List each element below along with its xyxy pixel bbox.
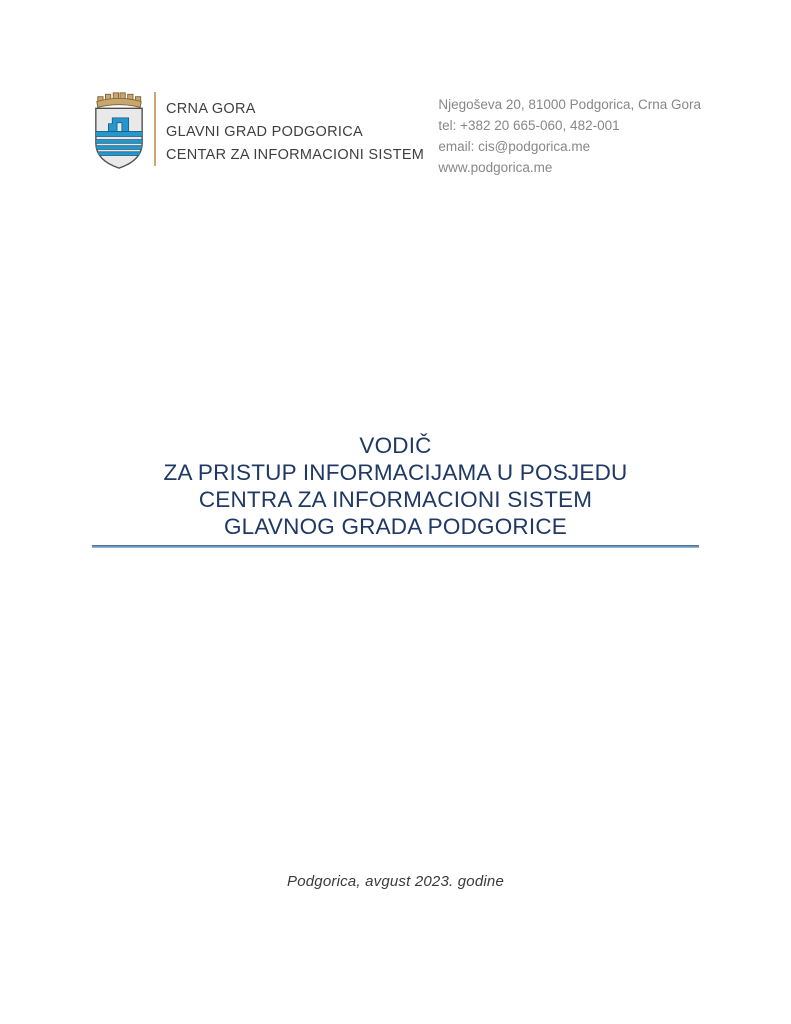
org-country: CRNA GORA bbox=[166, 101, 256, 117]
contact-phone: tel: +382 20 665-060, 482-001 bbox=[438, 118, 620, 133]
title-line-2: ZA PRISTUP INFORMACIJAMA U POSJEDU bbox=[163, 460, 628, 485]
title-line-1: VODIČ bbox=[359, 433, 432, 458]
contact-email: email: cis@podgorica.me bbox=[438, 139, 591, 154]
document-header bbox=[90, 88, 701, 178]
header-divider bbox=[154, 92, 156, 166]
org-department: CENTAR ZA INFORMACIONI SISTEM bbox=[166, 147, 425, 163]
document-title bbox=[92, 432, 699, 548]
contact-block bbox=[438, 88, 701, 178]
podgorica-coat-of-arms-icon bbox=[90, 88, 148, 171]
title-line-3: CENTRA ZA INFORMACIONI SISTEM bbox=[198, 487, 593, 512]
title-line-4: GLAVNOG GRADA PODGORICE bbox=[223, 514, 567, 539]
organization-block bbox=[166, 88, 424, 167]
title-underline-rule bbox=[92, 545, 699, 548]
contact-website: www.podgorica.me bbox=[438, 160, 553, 175]
crest-shield bbox=[96, 108, 142, 168]
crest-crown bbox=[97, 93, 141, 107]
date-line: Podgorica, avgust 2023. godine bbox=[287, 873, 504, 890]
contact-address: Njegoševa 20, 81000 Podgorica, Crna Gora bbox=[438, 97, 701, 112]
org-city: GLAVNI GRAD PODGORICA bbox=[166, 124, 363, 140]
